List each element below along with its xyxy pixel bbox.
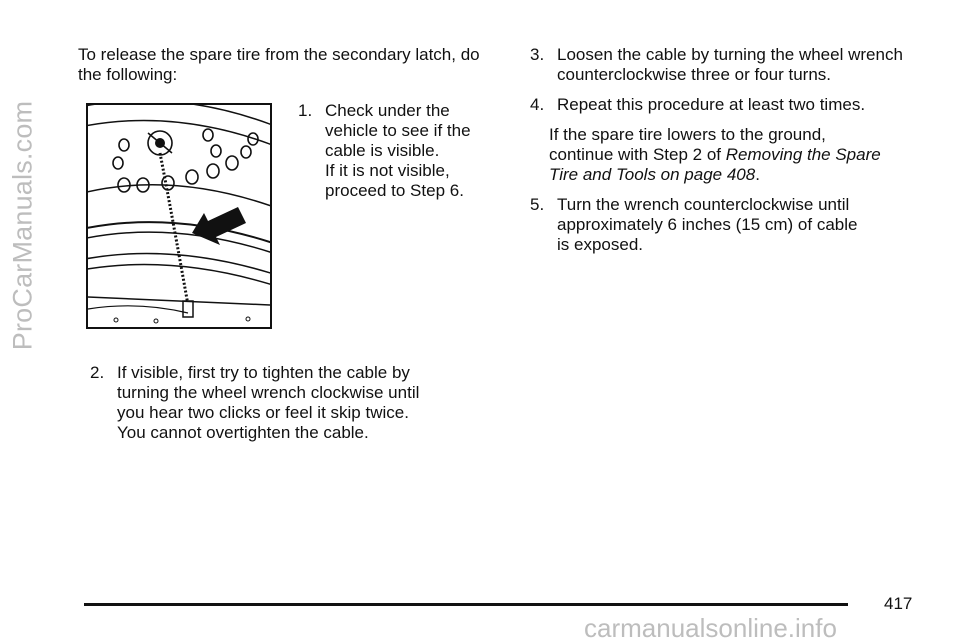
step-4-note bbox=[549, 125, 940, 185]
spare-tire-illustration bbox=[86, 103, 272, 329]
step-1-line: vehicle to see if the bbox=[325, 121, 471, 140]
step-4-line: Repeat this procedure at least two times. bbox=[557, 95, 866, 114]
step-1-text bbox=[325, 101, 471, 201]
step-2-line: If visible, first try to tighten the cable by bbox=[117, 363, 410, 382]
step-3-number: 3. bbox=[530, 45, 545, 64]
step-3 bbox=[530, 45, 940, 85]
step-2-text bbox=[117, 363, 498, 443]
note-line bbox=[549, 165, 940, 185]
spare-tire-drawing bbox=[88, 105, 270, 327]
side-watermark-text: ProCarManuals.com bbox=[7, 100, 38, 350]
step-4-text bbox=[557, 95, 940, 115]
note-line: If the spare tire lowers to the ground, bbox=[549, 125, 826, 144]
step-1 bbox=[298, 101, 471, 201]
step-5-line: Turn the wrench counterclockwise until bbox=[557, 195, 850, 214]
note-line bbox=[549, 145, 940, 165]
footer-rule bbox=[84, 603, 848, 606]
left-column bbox=[78, 45, 498, 443]
step-3-line: counterclockwise three or four turns. bbox=[557, 65, 832, 84]
cross-reference-link: Removing the Spare bbox=[725, 145, 881, 164]
bottom-watermark: carmanualsonline.info bbox=[584, 613, 837, 643]
step-2-line: turning the wheel wrench clockwise until bbox=[117, 383, 420, 402]
intro-paragraph: To release the spare tire from the secondary latch, do the following: bbox=[78, 45, 480, 84]
step-2 bbox=[90, 363, 498, 443]
step-2-line: You cannot overtighten the cable. bbox=[117, 423, 369, 442]
step-5-number: 5. bbox=[530, 195, 545, 214]
step-4-number: 4. bbox=[530, 95, 545, 114]
step-1-line: Check under the bbox=[325, 101, 450, 120]
step-1-number: 1. bbox=[298, 101, 313, 120]
step-3-text bbox=[557, 45, 940, 85]
note-text: continue with Step 2 of bbox=[549, 145, 726, 164]
step-5-line: approximately 6 inches (15 cm) of cable bbox=[557, 215, 858, 234]
step-3-line: Loosen the cable by turning the wheel wrench bbox=[557, 45, 903, 64]
side-watermark bbox=[3, 0, 43, 450]
page-number: 417 bbox=[884, 594, 913, 613]
step-5-text bbox=[557, 195, 940, 255]
cross-reference-link: Tire and Tools on page 408 bbox=[549, 165, 756, 184]
step-5 bbox=[530, 195, 940, 255]
step-1-line: If it is not visible, bbox=[325, 161, 450, 180]
step-5-line: is exposed. bbox=[557, 235, 643, 254]
step-1-line: cable is visible. bbox=[325, 141, 440, 160]
step-1-line: proceed to Step 6. bbox=[325, 181, 464, 200]
right-column bbox=[530, 45, 940, 265]
step-4 bbox=[530, 95, 940, 115]
figure-row bbox=[78, 103, 498, 329]
step-2-number: 2. bbox=[90, 363, 105, 382]
step-2-line: you hear two clicks or feel it skip twice. bbox=[117, 403, 409, 422]
note-suffix: . bbox=[755, 165, 760, 184]
